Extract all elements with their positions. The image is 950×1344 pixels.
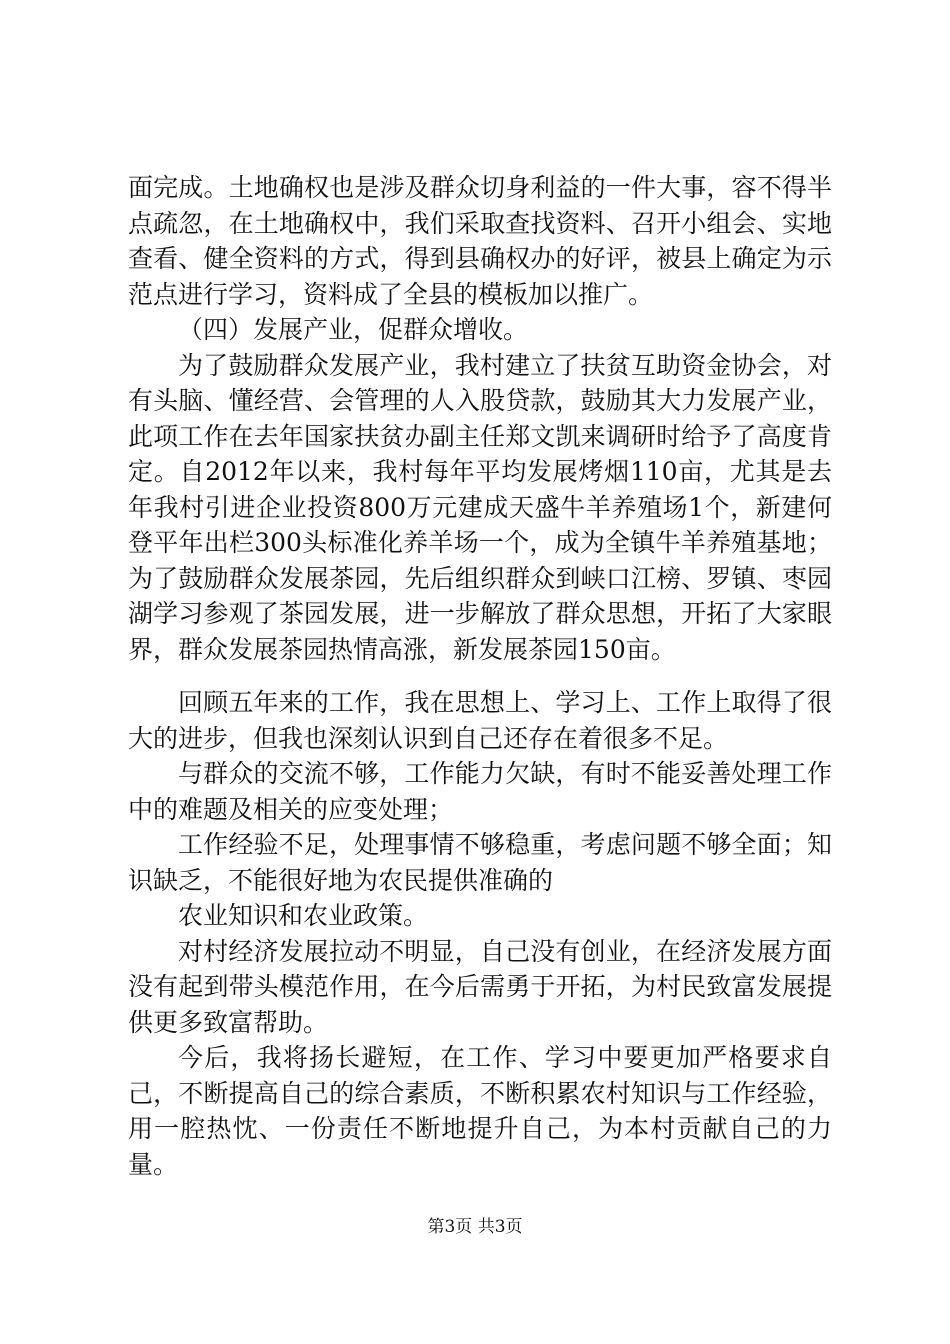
body-paragraph: 回顾五年来的工作，我在思想上、学习上、工作上取得了很大的进步，但我也深刻认识到自己还存在着很多不足。 <box>128 688 832 753</box>
body-paragraph: 农业知识和农业政策。 <box>178 901 429 930</box>
body-paragraph: 与群众的交流不够，工作能力欠缺，有时不能妥善处理工作中的难题及相关的应变处理； <box>128 759 832 824</box>
document-body <box>128 170 832 1182</box>
body-paragraph: 面完成。土地确权也是涉及群众切身利益的一件大事，容不得半点疏忽，在土地确权中，我们采取查找资料、召开小组会、实地查看、健全资料的方式，得到县确权办的好评，被县上确定为示范点进行学习，资料成了全县的模板加以推广。 <box>128 173 832 309</box>
body-section-top <box>128 170 832 667</box>
body-paragraph: 工作经验不足，处理事情不够稳重，考虑问题不够全面；知识缺乏，不能很好地为农民提供准确的 <box>128 830 832 895</box>
page-footer <box>0 1216 950 1238</box>
paragraph-gap <box>128 667 832 685</box>
body-paragraph: 对村经济发展拉动不明显，自己没有创业，在经济发展方面没有起到带头模范作用，在今后需勇于开拓，为村民致富发展提供更多致富帮助。 <box>128 936 832 1037</box>
body-section-bottom <box>128 685 832 1182</box>
section-heading: （四）发展产业，促群众增收。 <box>178 315 529 344</box>
body-paragraph: 今后，我将扬长避短，在工作、学习中要更加严格要求自己，不断提高自己的综合素质，不断积累农村知识与工作经验，用一腔热忱、一份责任不断地提升自己，为本村贡献自己的力量。 <box>128 1043 832 1179</box>
page-number-label: 第3页 共3页 <box>427 1217 523 1237</box>
body-paragraph: 为了鼓励群众发展产业，我村建立了扶贫互助资金协会，对有头脑、懂经营、会管理的人入股贷款，鼓励其大力发展产业，此项工作在去年国家扶贫办副主任郑文凯来调研时给予了高度肯定。自2012年以来，我村每年平均发展烤烟110亩，尤其是去年我村引进企业投资800万元建成天盛牛羊养殖场1个，新建何登平年出栏300头标准化养羊场一个，成为全镇牛羊养殖基地；为了鼓励群众发展茶园，先后组织群众到峡口江榜、罗镇、枣园湖学习参观了茶园发展，进一步解放了群众思想，开拓了大家眼界，群众发展茶园热情高涨，新发展茶园150亩。 <box>128 350 832 664</box>
